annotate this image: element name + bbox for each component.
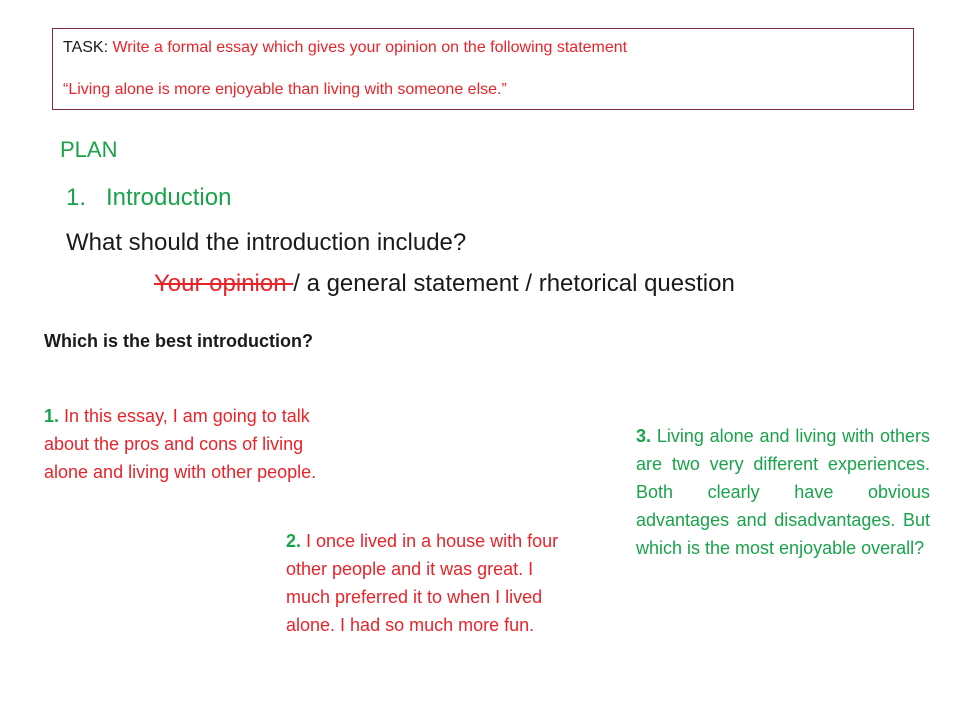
section-title: Introduction: [106, 184, 232, 211]
plan-heading: PLAN: [60, 137, 118, 162]
option-text: I once lived in a house with four other people and it was great. I much preferred it to when I lived alone. I had so much more fun.: [286, 531, 559, 635]
intro-option-1: [44, 402, 336, 486]
remaining-options: / a general statement / rhetorical question: [293, 270, 735, 297]
best-intro-prompt: Which is the best introduction?: [44, 331, 313, 351]
task-box: [52, 28, 914, 110]
option-text: In this essay, I am going to talk about the pros and cons of living alone and living with other people.: [44, 406, 317, 482]
task-statement: “Living alone is more enjoyable than living with someone else.”: [63, 81, 507, 98]
task-instruction: Write a formal essay which gives your opinion on the following statement: [108, 39, 628, 56]
struck-option: Your opinion: [154, 270, 294, 297]
option-text: Living alone and living with others are two very different experiences. Both clearly have obvious advantages and disadvantages. But which is the most enjoyable overall?: [636, 426, 930, 558]
intro-option-3: [636, 422, 930, 562]
intro-option-2: [286, 527, 572, 639]
intro-question: What should the introduction include?: [66, 229, 467, 256]
task-label: TASK:: [63, 39, 109, 56]
task-line: [63, 37, 913, 59]
section-number: 1.: [66, 184, 87, 211]
option-number: 2.: [286, 531, 302, 551]
section-heading: [66, 184, 231, 212]
intro-options: [154, 270, 735, 298]
option-number: 1.: [44, 406, 60, 426]
option-number: 3.: [636, 426, 652, 446]
